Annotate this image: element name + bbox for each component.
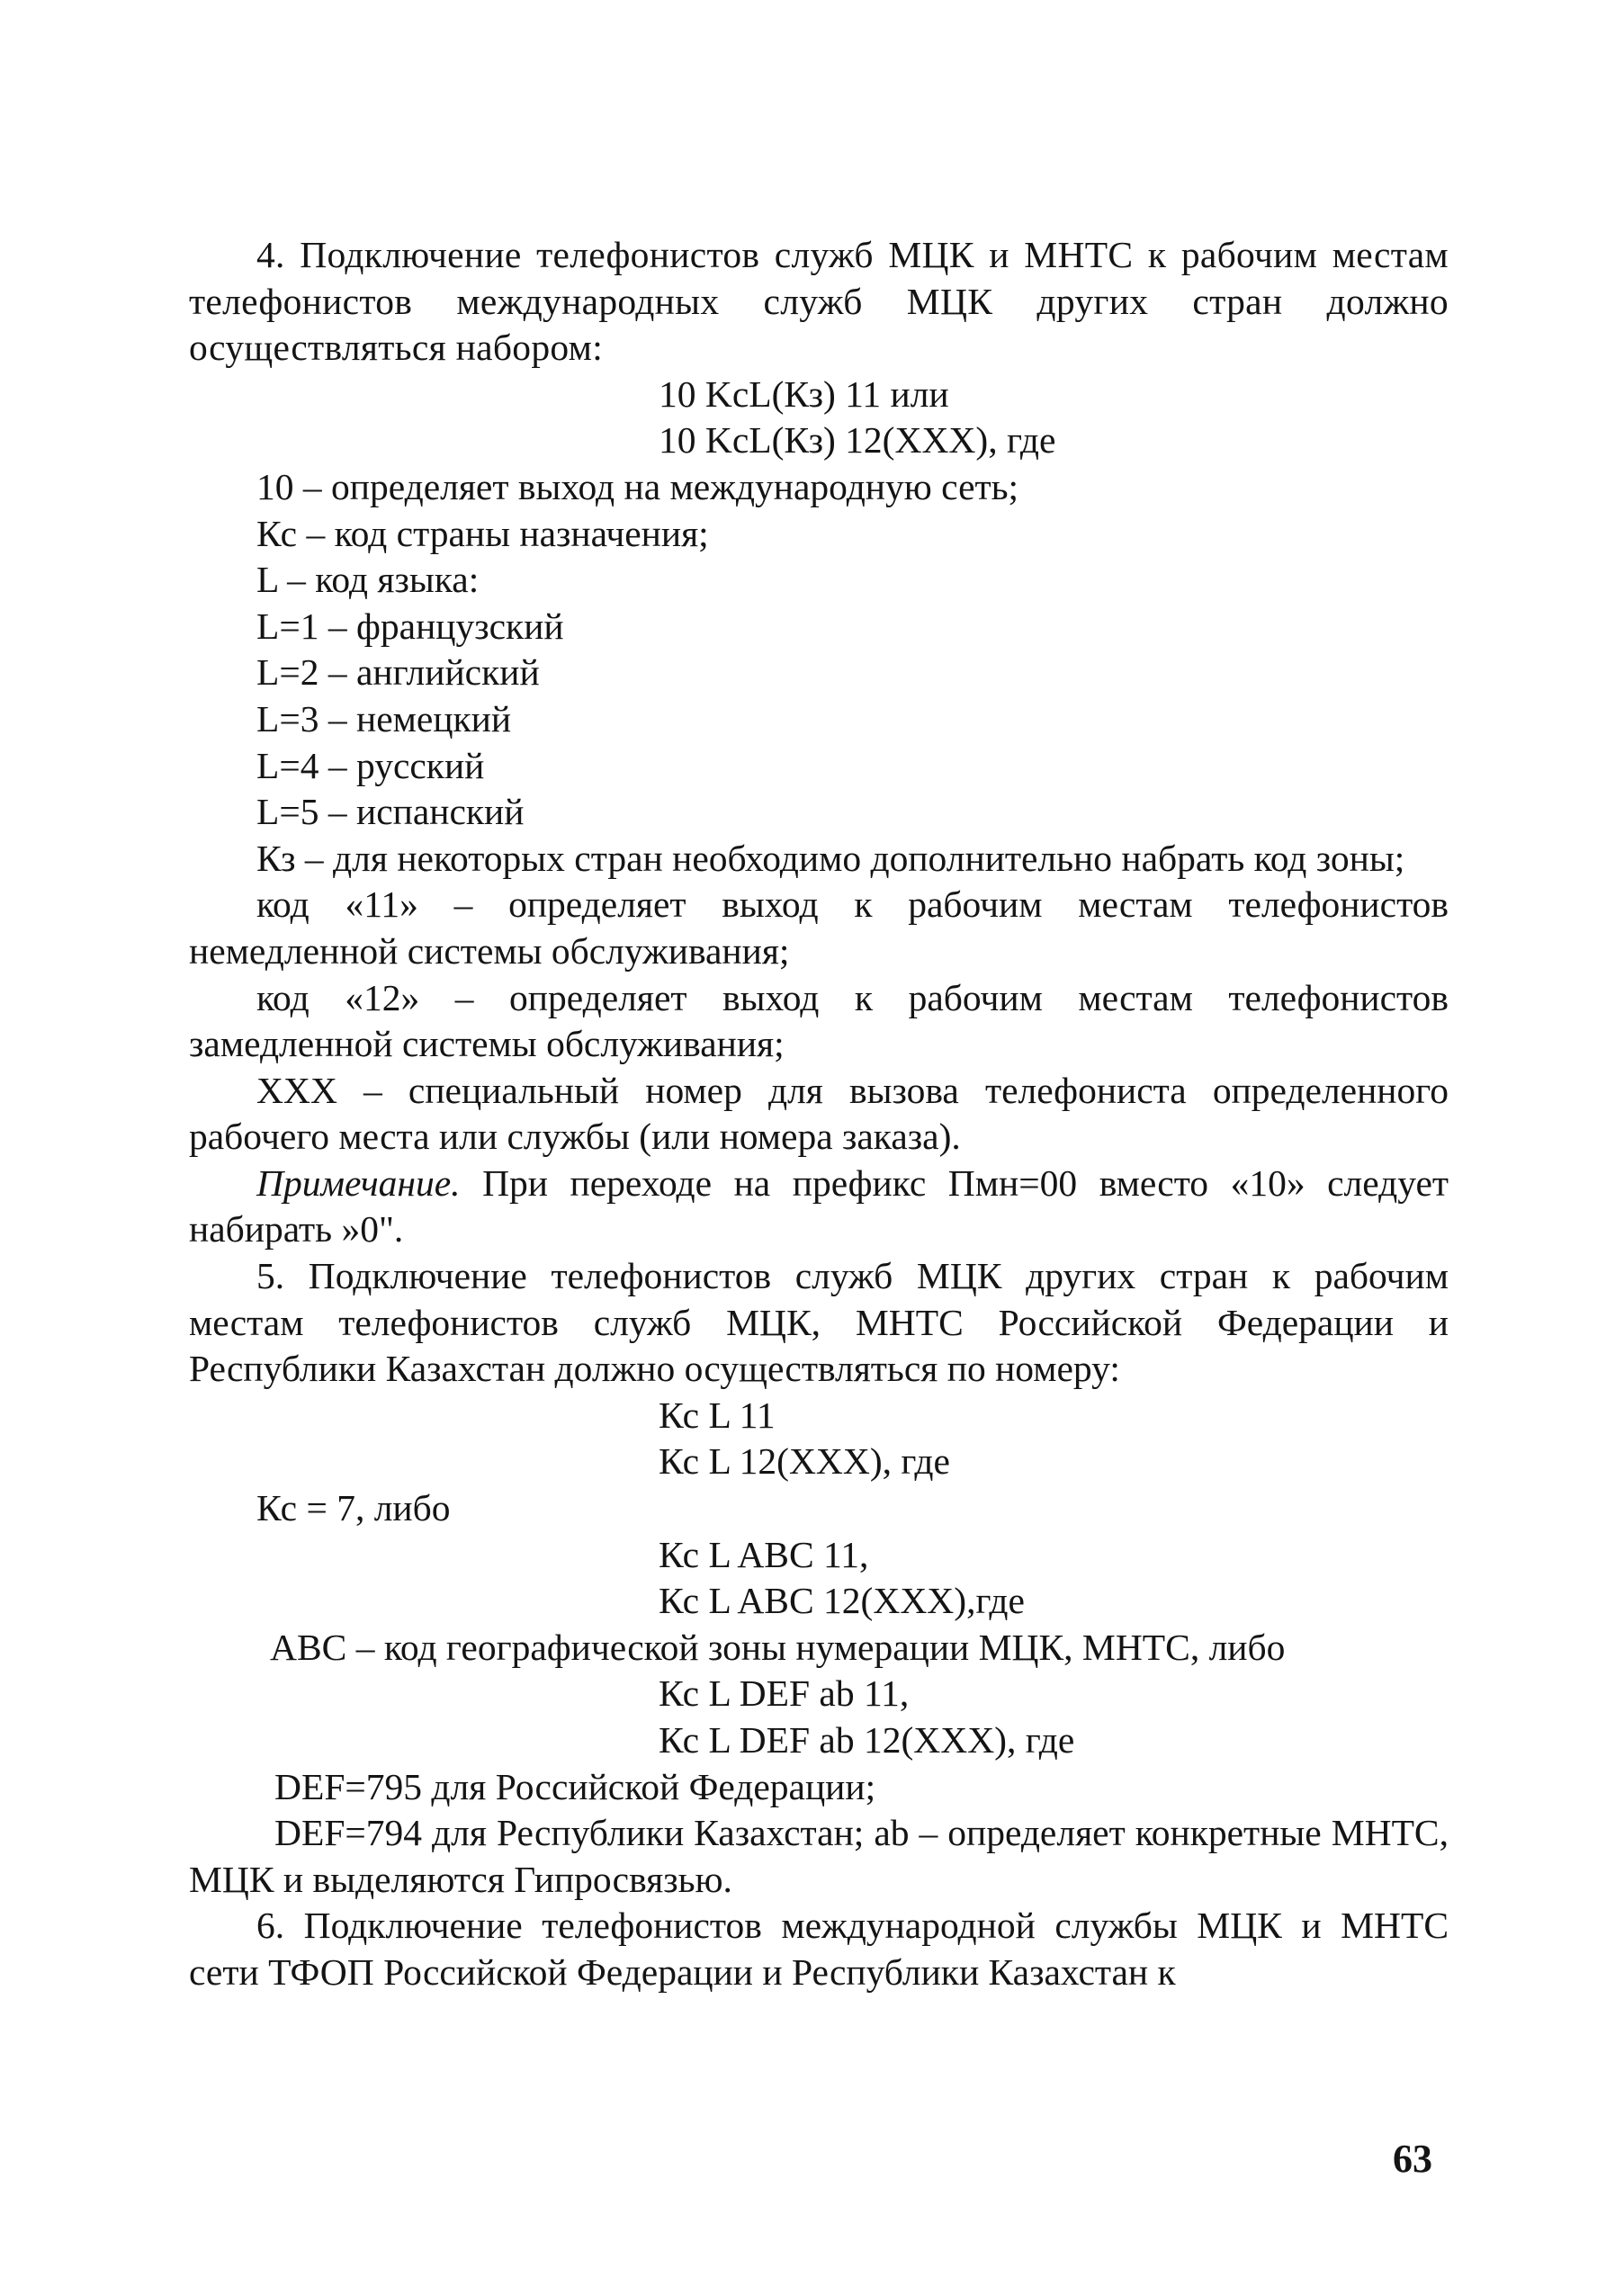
definition-paragraph: код «12» – определяет выход к рабочим местам телефонистов замедленной системы обслуживания; <box>189 976 1449 1065</box>
language-code-line: L=5 – испанский <box>256 791 525 833</box>
definition-paragraph: XXX – специальный номер для вызова телефониста определенного рабочего места или службы (или номера заказа). <box>189 1069 1449 1158</box>
language-code-line: L=1 – французский <box>256 605 564 647</box>
formula-line: Кс L DEF ab 11, <box>659 1672 910 1715</box>
formula-line: 10 KcL(Кз) 11 или <box>659 372 949 415</box>
formula-line: Кс L DEF ab 12(XXX), где <box>659 1719 1075 1761</box>
paragraph-item-5: 5. Подключение телефонистов служб МЦК других стран к рабочим местам телефонистов служб МЦК, МНТС Российской Федерации и Республики Казахстан должно осуществляться по номеру: <box>189 1255 1449 1390</box>
formula-line: Кс L ABC 11, <box>659 1533 869 1575</box>
formula-line: Кс L 12(XXX), где <box>659 1440 950 1483</box>
formula-line: Кс L ABC 12(XXX),где <box>659 1580 1025 1622</box>
formula-line: 10 KcL(Кз) 12(XXX), где <box>659 419 1056 462</box>
paragraph-item-6: 6. Подключение телефонистов международной службы МЦК и МНТС сети ТФОП Российской Федерации и Республики Казахстан к <box>189 1905 1449 1993</box>
language-code-line: L=4 – русский <box>256 744 485 786</box>
definition-paragraph: код «11» – определяет выход к рабочим местам телефонистов немедленной системы обслуживания; <box>189 883 1449 972</box>
definition-line: ABC – код географической зоны нумерации МЦК, МНТС, либо <box>270 1626 1286 1668</box>
definition-line: Кс = 7, либо <box>256 1487 451 1529</box>
body-text <box>189 232 1449 1996</box>
definition-line: DEF=795 для Российской Федерации; <box>274 1765 876 1807</box>
definition-line: 10 – определяет выход на международную сеть; <box>256 465 1019 507</box>
note-text: При переходе на префикс Пмн=00 вместо «10» следует набирать »0". <box>189 1161 1449 1251</box>
language-code-line: L=2 – английский <box>256 651 540 694</box>
note-paragraph <box>189 1161 1449 1253</box>
definition-paragraph: DEF=794 для Республики Казахстан; ab – определяет конкретные МНТС, МЦК и выделяются Гипросвязью. <box>189 1812 1449 1900</box>
paragraph-item-4: 4. Подключение телефонистов служб МЦК и МНТС к рабочим местам телефонистов международных служб МЦК других стран должно осуществляться набором: <box>189 234 1449 369</box>
note-label: Примечание. <box>256 1161 461 1204</box>
page-number: 63 <box>1393 2137 1432 2181</box>
definition-line: L – код языка: <box>256 559 480 601</box>
language-code-line: L=3 – немецкий <box>256 697 512 740</box>
definition-line: Кс – код страны назначения; <box>256 512 709 554</box>
formula-line: Кс L 11 <box>659 1394 776 1436</box>
definition-paragraph: Кз – для некоторых стран необходимо дополнительно набрать код зоны; <box>256 837 1405 879</box>
